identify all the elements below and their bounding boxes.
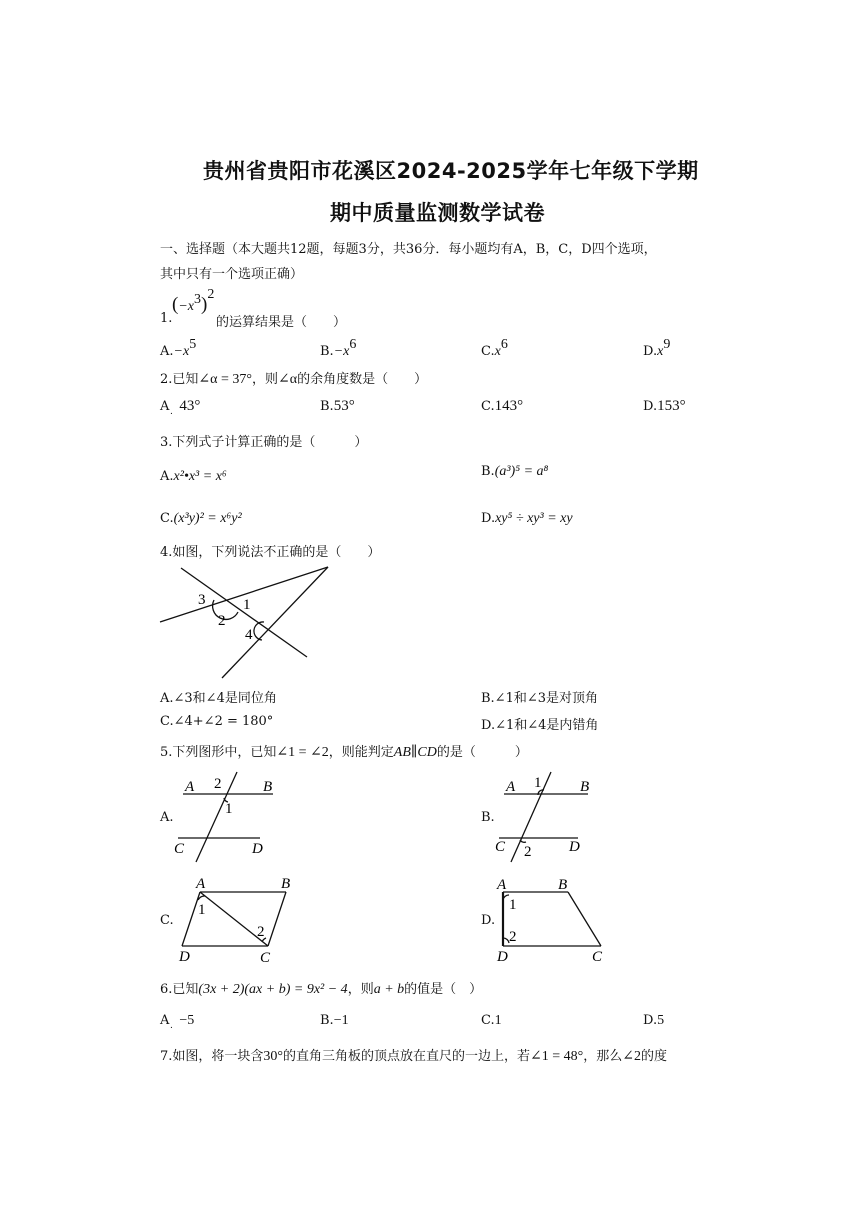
- q4-label-2: 2: [218, 613, 226, 629]
- q6-option-b: B.−1: [320, 1013, 349, 1028]
- paper-title-line2: 期中质量监测数学试卷: [330, 201, 545, 225]
- q5-option-b-label: B.: [481, 810, 495, 825]
- svg-text:2: 2: [214, 776, 222, 792]
- svg-text:D: D: [179, 949, 190, 965]
- q1-number: 1.: [160, 311, 173, 326]
- q3-option-a: A.x²•x³ = x⁶: [160, 469, 227, 484]
- q4-stem: 4.如图，下列说法不正确的是（ ）: [160, 545, 381, 560]
- svg-text:B: B: [281, 876, 291, 892]
- svg-text:A: A: [196, 876, 206, 892]
- svg-text:A: A: [497, 877, 507, 893]
- q4-label-3: 3: [198, 592, 206, 608]
- svg-text:D: D: [252, 841, 263, 857]
- q4-option-d: D.∠1和∠4是内错角: [481, 718, 599, 733]
- q4-option-c: C.∠4+∠2 = 180°: [160, 714, 274, 729]
- q5-stem: 5.下列图形中，已知∠1 = ∠2，则能判定AB∥CD的是（ ）: [160, 745, 528, 760]
- q2-option-a: A 43°: [160, 398, 201, 414]
- q6-option-c: C.1: [481, 1013, 502, 1028]
- svg-text:D: D: [497, 949, 508, 965]
- q3-option-d: D.xy⁵ ÷ xy³ = xy: [481, 511, 573, 526]
- q3-stem: 3.下列式子计算正确的是（ ）: [160, 435, 368, 450]
- q4-option-b: B.∠1和∠3是对顶角: [481, 691, 599, 706]
- paper-title-line1: 贵州省贵阳市花溪区2024-2025学年七年级下学期: [203, 159, 699, 183]
- svg-text:C: C: [260, 950, 271, 966]
- q2-expression: ∠α = 37°: [198, 372, 252, 387]
- svg-text:1: 1: [225, 801, 233, 817]
- q3-option-b: B.(a³)⁵ = a⁸: [481, 464, 549, 479]
- svg-text:1: 1: [198, 902, 206, 918]
- section-header-line2: 其中只有一个选项正确）: [160, 267, 304, 282]
- svg-text:1: 1: [509, 897, 517, 913]
- svg-text:1: 1: [534, 775, 542, 791]
- svg-text:2: 2: [509, 929, 517, 945]
- q4-label-1: 1: [243, 597, 251, 613]
- q5-option-d-label: D.: [481, 913, 496, 928]
- q2-option-b: B.53°: [320, 398, 355, 414]
- q6-stem: 6.已知(3x + 2)(ax + b) = 9x² − 4，则a + b的值是（ ）: [160, 982, 483, 997]
- svg-text:2: 2: [257, 924, 265, 940]
- q1-option-b: $B.-x^6$: [320, 337, 357, 359]
- q3-option-c: C.(x³y)² = x⁶y²: [160, 511, 242, 526]
- svg-text:C: C: [495, 839, 506, 855]
- q4-label-4: 4: [245, 627, 253, 643]
- svg-text:2: 2: [524, 844, 532, 860]
- section-header-line1: 一、选择题（本大题共12题，每题3分，共36分．每小题均有A，B，C，D四个选项，: [160, 242, 657, 257]
- svg-text:C: C: [592, 949, 603, 965]
- q6-option-d: D.5: [643, 1013, 665, 1028]
- q6-option-a: A −5: [160, 1013, 195, 1028]
- q7-stem: 7.如图，将一块含30°的直角三角板的顶点放在直尺的一边上，若∠1 = 48°，那么∠2的度: [160, 1049, 668, 1064]
- q2-option-d: D.153°: [643, 398, 686, 414]
- q1-option-c: $C.x^6$: [481, 337, 508, 359]
- svg-text:C: C: [174, 841, 185, 857]
- q2-option-c: C.143°: [481, 398, 524, 414]
- svg-text:B: B: [263, 779, 273, 795]
- q2-stem: 2.已知∠α = 37°，则∠α的余角度数是（ ）: [160, 372, 428, 387]
- svg-text:A: A: [185, 779, 195, 795]
- svg-text:B: B: [558, 877, 568, 893]
- q1-stem: 的运算结果是（ ）: [216, 315, 347, 330]
- q4-option-a: A.∠3和∠4是同位角: [160, 691, 277, 706]
- q5-option-c-label: C.: [160, 913, 174, 928]
- svg-text:A: A: [506, 779, 516, 795]
- q1-option-d: $D.x^9$: [643, 337, 671, 359]
- q1-option-a: $A.-x^5$: [160, 337, 197, 359]
- svg-text:D: D: [569, 839, 580, 855]
- q5-option-a-label: A.: [160, 810, 174, 825]
- svg-text:B: B: [580, 779, 590, 795]
- q1-expression: $(-x^3)^2$: [172, 287, 215, 315]
